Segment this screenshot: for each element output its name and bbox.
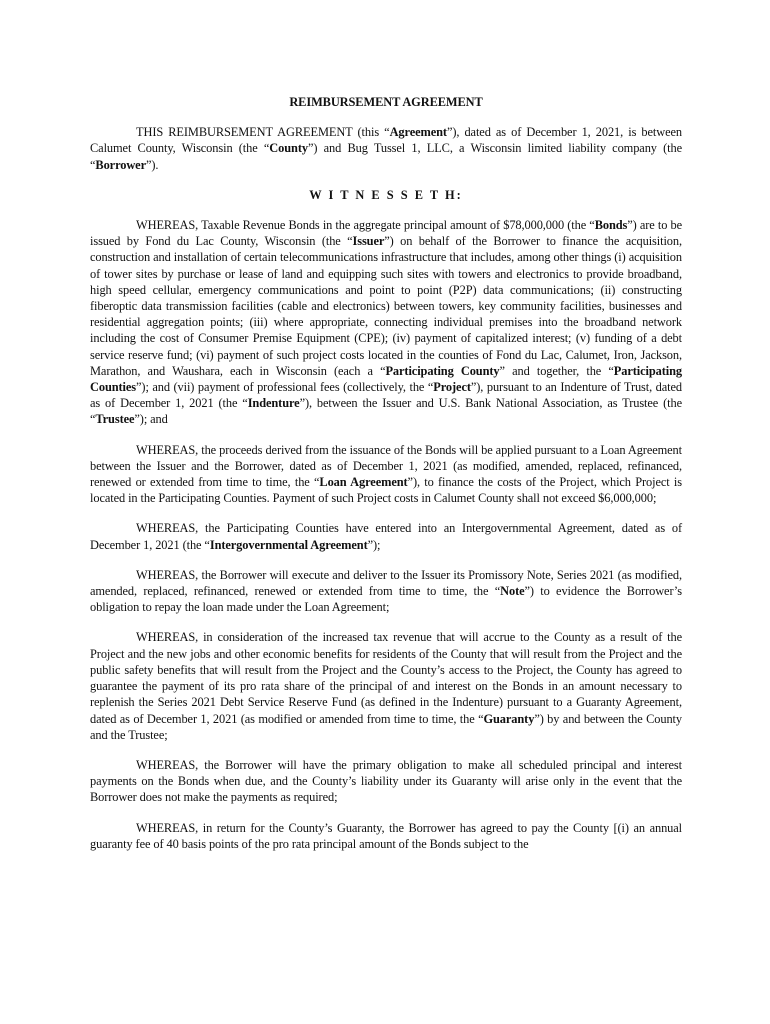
whereas-paragraph-6	[90, 757, 682, 806]
text-run: WHEREAS, the proceeds derived from the issuance of the Bonds will be applied pursuant to a Loan Agreement between the Issuer and the Borrower, dated as of December 1, 2021 (as modified, amended, replaced, refinanced, renewed or extended from time to time, the “	[90, 442, 682, 490]
whereas-paragraph-2	[90, 442, 682, 507]
text-run: ”), dated as of December 1, 2021, is between Calumet County, Wisconsin (the “	[90, 125, 683, 156]
defined-term: County	[269, 141, 308, 156]
defined-term: Intergovernmental Agreement	[209, 537, 368, 552]
whereas-paragraph-3	[90, 520, 682, 552]
text-run: ”).	[145, 157, 159, 172]
defined-term: Borrower	[95, 157, 146, 172]
text-run: ”), pursuant to an Indenture of Trust, dated as of December 1, 2021 (the “	[90, 380, 683, 411]
whereas-paragraph-4	[90, 567, 682, 616]
defined-term: Loan Agreement	[319, 475, 408, 490]
defined-term: Issuer	[352, 234, 385, 249]
text-run: ”), to finance the costs of the Project, which Project is located in the Participating Counties. Payment of such Project costs in Calumet County shall not exceed $6,000,000;	[90, 475, 682, 506]
defined-term: Indenture	[247, 396, 300, 411]
defined-term: Guaranty	[483, 711, 535, 726]
text-run: WHEREAS, in return for the County’s Guaranty, the Borrower has agreed to pay the County [(i) an annual guaranty fee of 40 basis points of the pro rata principal amount of the Bonds subject to the	[90, 820, 682, 851]
whereas-paragraph-5	[90, 629, 682, 742]
defined-term: Participating County	[385, 363, 500, 378]
text-run: WHEREAS, in consideration of the increased tax revenue that will accrue to the County as a result of the Project and the new jobs and other economic benefits for residents of the County that will result from the Project and the public safety benefits that will result from the Project and the County’s access to the Project, the County has agreed to guarantee the payment of its pro rata share of the principal of and interest on the Bonds in an amount necessary to replenish the Series 2021 Debt Service Reserve Fund (as defined in the Indenture) pursuant to a Guaranty Agreement, dated as of December 1, 2021 (as modified or amended from time to time, the “	[90, 630, 682, 726]
whereas-paragraph-1	[90, 217, 682, 428]
defined-term: Agreement	[389, 125, 447, 140]
text-run: THIS REIMBURSEMENT AGREEMENT (this “	[136, 125, 390, 140]
intro-paragraph	[90, 124, 682, 173]
defined-term: Bonds	[594, 218, 628, 233]
text-run: WHEREAS, the Borrower will have the primary obligation to make all scheduled principal and interest payments on the Bonds when due, and the County’s liability under its Guaranty will arise only in the event that the Borrower does not make the payments as required;	[90, 757, 682, 805]
text-run: ”); and	[134, 412, 168, 427]
text-run: ”);	[367, 537, 381, 552]
text-run: ”) are to be issued by Fond du Lac County, Wisconsin (the “	[90, 218, 682, 249]
text-run: ”) by and between the County and the Trustee;	[90, 711, 682, 742]
text-run: ”) on behalf of the Borrower to finance the acquisition, construction and installation of certain telecommunications infrastructure that includes, among other things (i) acquisition of tower sites by purchase or lease of land and equipping such sites with towers and electronics to provide broadband, high speed cellular, emergency communications and point to point (P2P) data communications; (ii) constructing fiberoptic data transmission facilities (cable and electronics) between towers, key community facilities, businesses and residential aggregation points; (iii) where appropriate, connecting individual premises into the broadband network including the cost of Consumer Premise Equipment (CPE); (iv) payment of capitalized interest; (v) funding of a debt service reserve fund; (vi) payment of such project costs located in the counties of Fond du Lac, Calumet, Iron, Jackson, Marathon, and Waushara, each in Wisconsin (each a “	[90, 234, 682, 378]
text-run: ”) and Bug Tussel 1, LLC, a Wisconsin limited liability company (the “	[90, 141, 682, 172]
whereas-paragraph-7	[90, 820, 682, 852]
text-run: WHEREAS, the Participating Counties have entered into an Intergovernmental Agreement, dated as of December 1, 2021 (the “	[90, 521, 682, 552]
text-run: WHEREAS, Taxable Revenue Bonds in the aggregate principal amount of $78,000,000 (the “	[136, 218, 595, 233]
defined-term: Note	[500, 584, 525, 599]
defined-term: Trustee	[95, 412, 135, 427]
defined-term: Participating Counties	[90, 363, 682, 395]
text-run: WHEREAS, the Borrower will execute and deliver to the Issuer its Promissory Note, Series 2021 (as modified, amended, replaced, refinanced, renewed or extended from time to time, the “	[90, 567, 682, 599]
document-title: REIMBURSEMENT AGREEMENT	[289, 95, 483, 109]
witnesseth-heading: W I T N E S S E T H:	[309, 187, 463, 202]
text-run: ”); and (vii) payment of professional fees (collectively, the “	[136, 380, 434, 395]
text-run: ” and together, the “	[499, 363, 614, 378]
text-run: ”), between the Issuer and U.S. Bank National Association, as Trustee (the “	[90, 396, 682, 427]
text-run: ”) to evidence the Borrower’s obligation to repay the loan made under the Loan Agreement;	[90, 584, 682, 615]
defined-term: Project	[433, 380, 471, 395]
